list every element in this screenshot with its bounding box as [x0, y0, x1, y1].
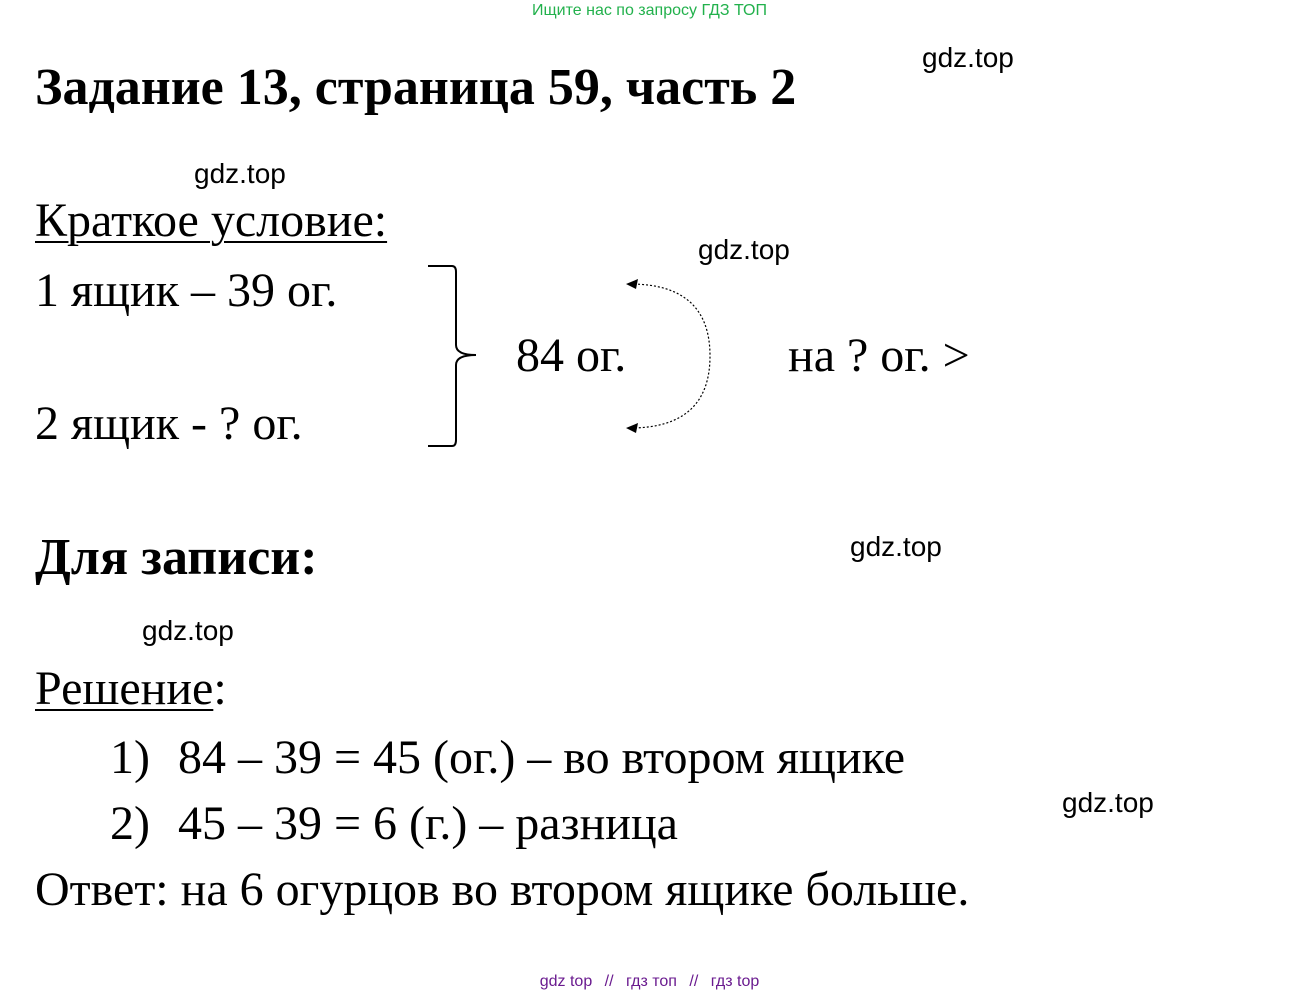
box1-line: 1 ящик – 39 ог. — [35, 264, 338, 317]
arrowhead-bottom — [626, 423, 638, 433]
solution-heading — [35, 662, 227, 715]
footer-links — [0, 974, 1299, 990]
watermark: gdz.top — [922, 42, 1014, 73]
total-value: 84 ог. — [516, 329, 627, 382]
watermark: gdz.top — [1062, 787, 1154, 818]
step-text: 45 – 39 = 6 (г.) – разница — [177, 797, 678, 850]
comparison-arrow — [630, 284, 710, 428]
step-1 — [110, 731, 906, 784]
step-number: 2) — [110, 797, 150, 850]
footer-link[interactable]: гдз топ — [626, 973, 677, 990]
watermark: gdz.top — [142, 615, 234, 646]
difference-question: на ? ог. > — [788, 329, 970, 382]
step-text: 84 – 39 = 45 (ог.) – во втором ящике — [177, 731, 906, 784]
brace — [428, 266, 476, 446]
watermark: gdz.top — [698, 234, 790, 265]
footer-link[interactable]: гдз top — [710, 973, 760, 990]
solution-label: Решение — [35, 662, 214, 715]
solution-colon: : — [213, 662, 227, 715]
box2-line: 2 ящик - ? ог. — [35, 397, 303, 450]
notes-heading: Для записи: — [35, 529, 318, 586]
step-number: 1) — [110, 731, 150, 784]
answer-line: Ответ: на 6 огурцов во втором ящике больше. — [35, 863, 970, 916]
footer-link[interactable]: gdz top — [539, 973, 593, 990]
watermark: gdz.top — [850, 531, 942, 562]
header-search-link[interactable]: Ищите нас по запросу ГДЗ ТОП — [532, 2, 767, 19]
short-condition-label: Краткое условие: — [35, 194, 388, 247]
step-2 — [110, 797, 678, 850]
watermark: gdz.top — [194, 158, 286, 189]
page-title: Задание 13, страница 59, часть 2 — [35, 59, 797, 116]
arrowhead-top — [626, 279, 638, 289]
footer-separator: // — [604, 973, 614, 990]
footer-separator: // — [689, 973, 699, 990]
